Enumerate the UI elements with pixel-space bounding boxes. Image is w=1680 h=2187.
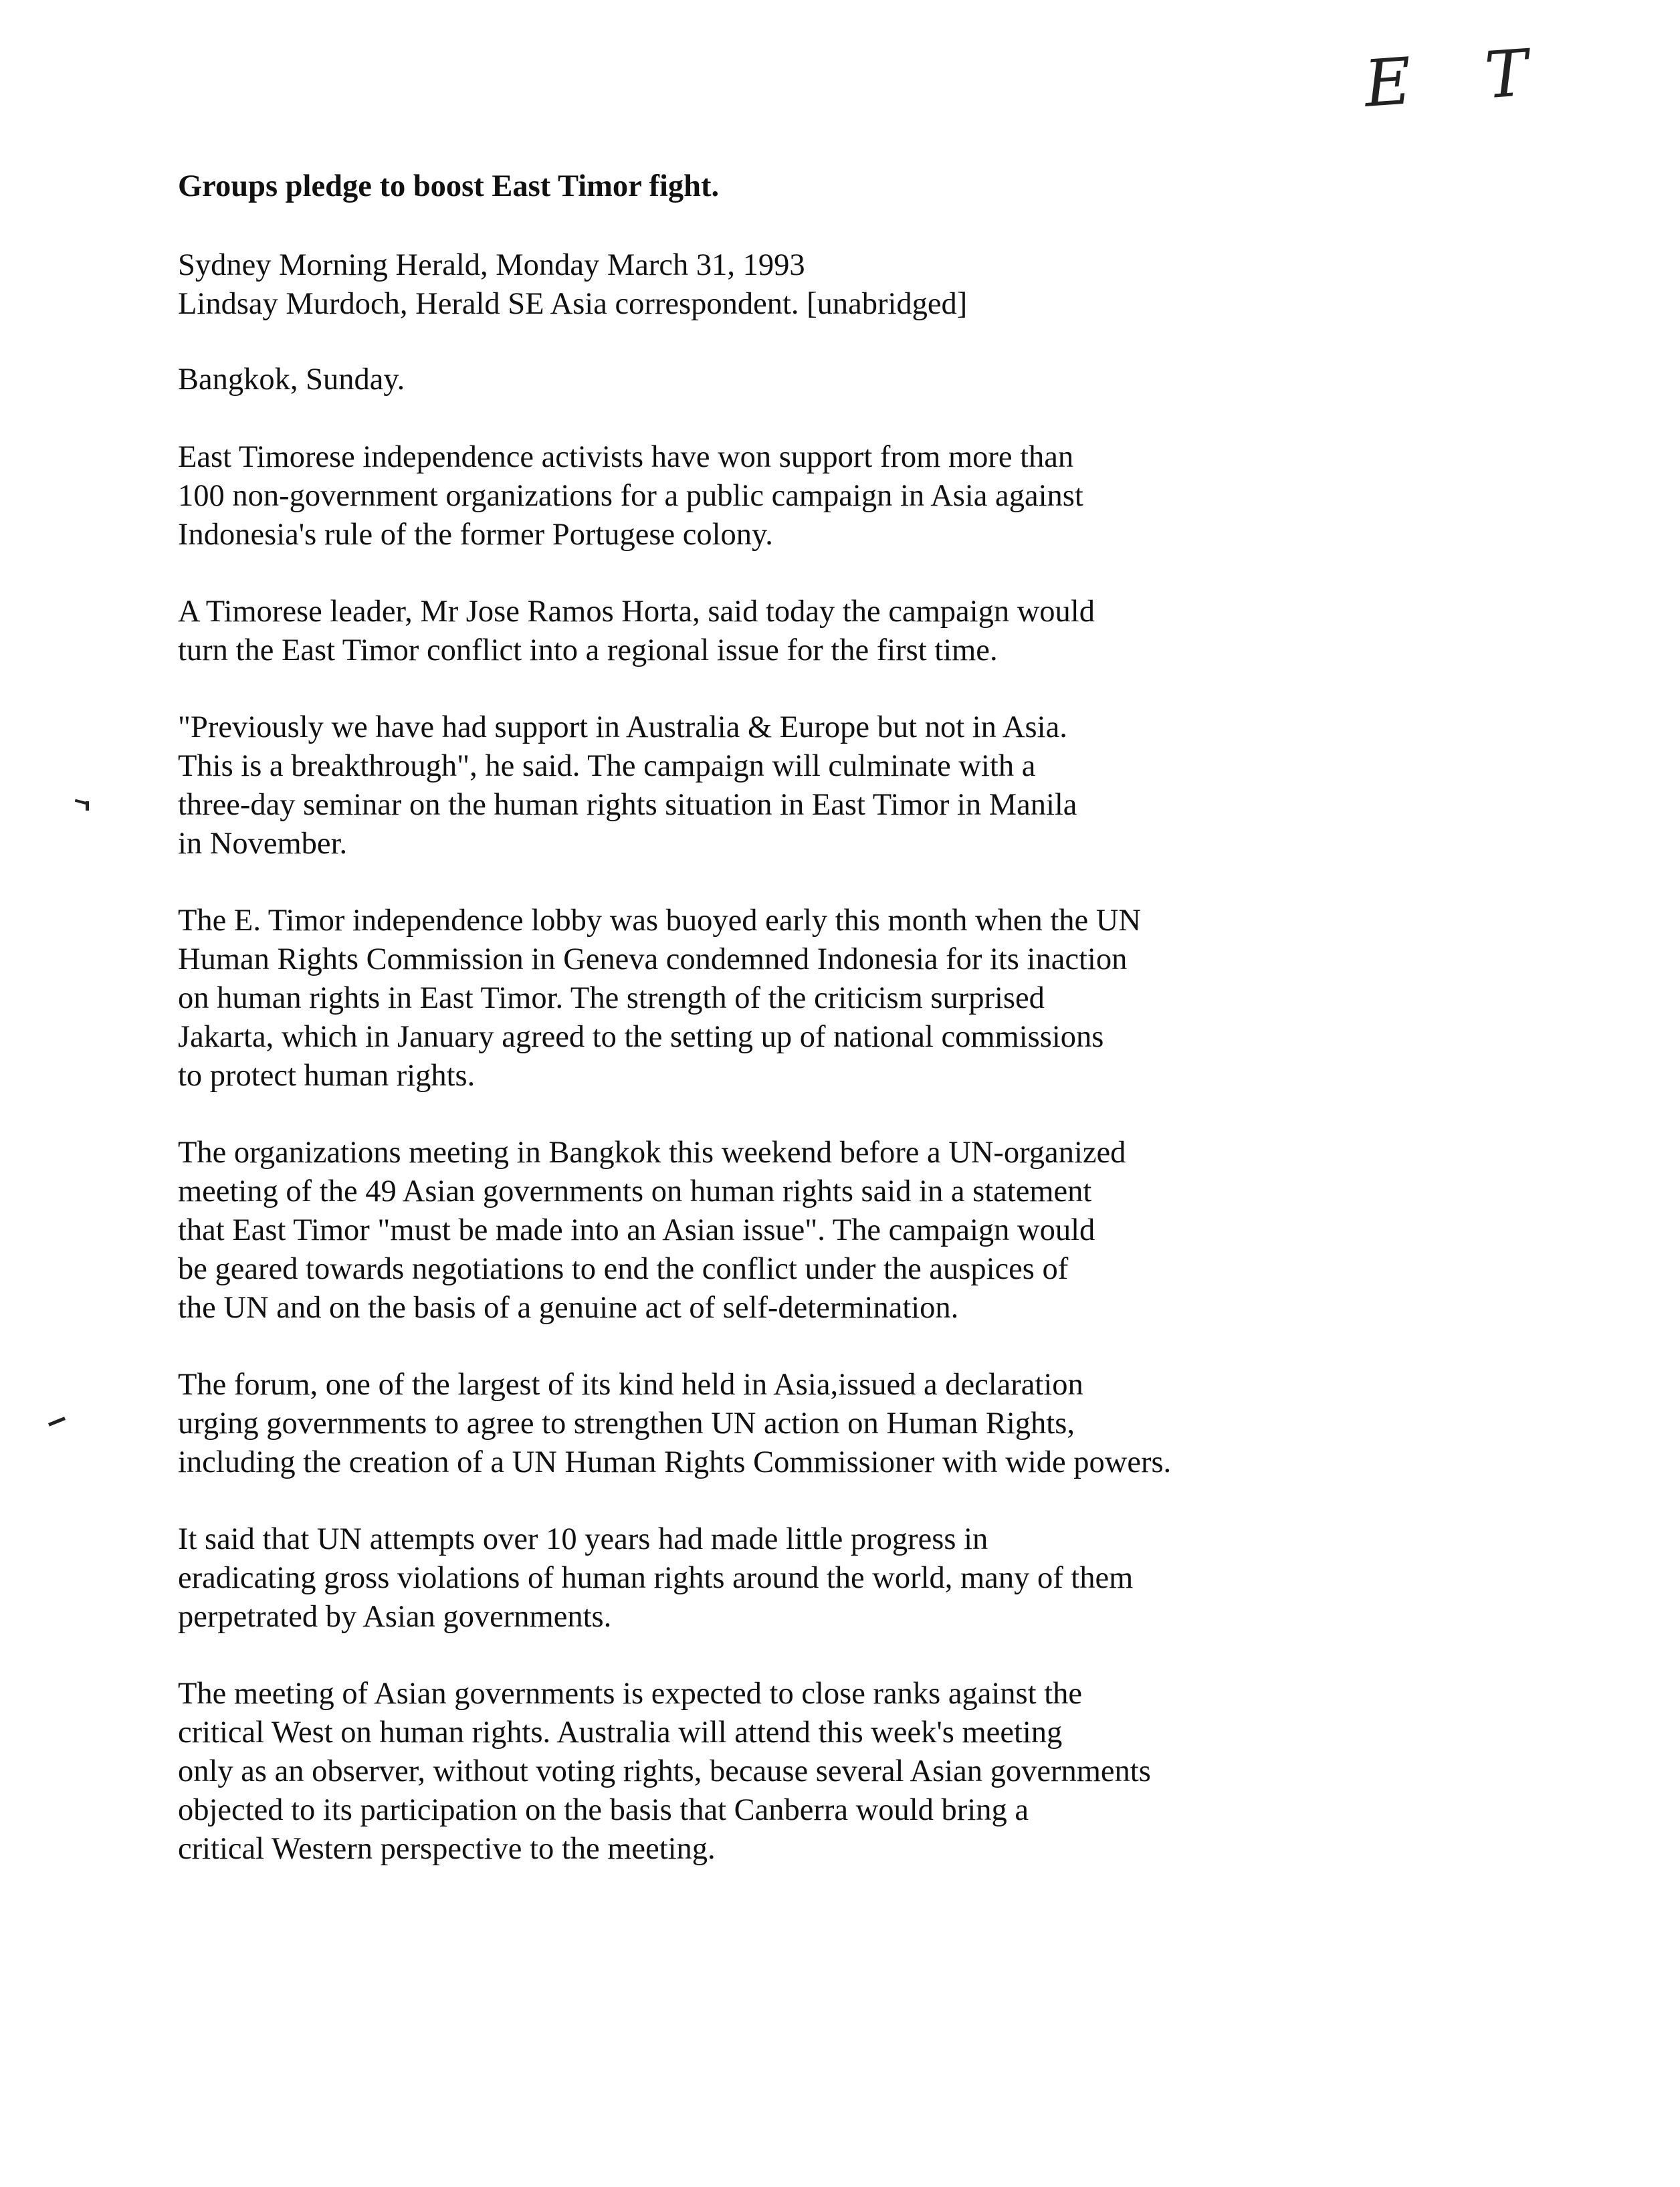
text-line: East Timorese independence activists have won support from more than: [178, 440, 1074, 474]
margin-mark: [48, 1417, 66, 1426]
text-line: only as an observer, without voting rights, because several Asian governments: [178, 1754, 1151, 1788]
article-body: [178, 438, 1301, 1869]
margin-mark: [86, 801, 89, 811]
text-line: The forum, one of the largest of its kind held in Asia,issued a declaration: [178, 1368, 1083, 1402]
text-line: on human rights in East Timor. The strength of the criticism surprised: [178, 981, 1045, 1015]
text-line: be geared towards negotiations to end the conflict under the auspices of: [178, 1252, 1069, 1286]
article-headline: Groups pledge to boost East Timor fight.: [178, 169, 720, 203]
byline-author: Lindsay Murdoch, Herald SE Asia correspondent. [unabridged]: [178, 287, 968, 321]
text-line: Indonesia's rule of the former Portugese colony.: [178, 518, 773, 552]
text-line: Jakarta, which in January agreed to the setting up of national commissions: [178, 1020, 1104, 1054]
text-line: Human Rights Commission in Geneva condemned Indonesia for its inaction: [178, 942, 1128, 976]
text-line: that East Timor "must be made into an Asian issue". The campaign would: [178, 1213, 1095, 1247]
text-line: The meeting of Asian governments is expected to close ranks against the: [178, 1677, 1082, 1711]
text-line: three-day seminar on the human rights situation in East Timor in Manila: [178, 788, 1077, 822]
paragraph: [178, 1675, 1301, 1869]
text-line: The organizations meeting in Bangkok this weekend before a UN-organized: [178, 1136, 1126, 1170]
byline-source: Sydney Morning Herald, Monday March 31, 1993: [178, 248, 805, 282]
article-byline: [178, 246, 1301, 324]
text-line: objected to its participation on the basis that Canberra would bring a: [178, 1793, 1029, 1827]
paragraph: [178, 593, 1301, 670]
text-line: in November.: [178, 827, 348, 861]
text-line: perpetrated by Asian governments.: [178, 1600, 612, 1634]
handwritten-annotation: E T: [1362, 33, 1558, 122]
text-line: 100 non-government organizations for a public campaign in Asia against: [178, 479, 1083, 513]
paragraph: [178, 902, 1301, 1096]
text-line: "Previously we have had support in Australia & Europe but not in Asia.: [178, 710, 1067, 744]
text-line: meeting of the 49 Asian governments on human rights said in a statement: [178, 1174, 1092, 1209]
article-dateline: Bangkok, Sunday.: [178, 362, 405, 397]
text-line: turn the East Timor conflict into a regional issue for the first time.: [178, 633, 998, 667]
text-line: The E. Timor independence lobby was buoyed early this month when the UN: [178, 904, 1141, 938]
text-line: critical West on human rights. Australia will attend this week's meeting: [178, 1715, 1063, 1750]
paragraph: [178, 1520, 1301, 1637]
text-line: This is a breakthrough", he said. The campaign will culminate with a: [178, 749, 1036, 783]
paragraph: [178, 1366, 1301, 1482]
paragraph: [178, 708, 1301, 863]
paragraph: [178, 1134, 1301, 1328]
text-line: A Timorese leader, Mr Jose Ramos Horta, said today the campaign would: [178, 595, 1095, 629]
text-line: critical Western perspective to the meeting.: [178, 1832, 716, 1866]
paragraph: [178, 438, 1301, 554]
text-line: to protect human rights.: [178, 1059, 476, 1093]
article: [178, 167, 1301, 1907]
text-line: eradicating gross violations of human rights around the world, many of them: [178, 1561, 1134, 1595]
text-line: the UN and on the basis of a genuine act of self-determination.: [178, 1291, 959, 1325]
text-line: urging governments to agree to strengthen UN action on Human Rights,: [178, 1407, 1075, 1441]
text-line: including the creation of a UN Human Rights Commissioner with wide powers.: [178, 1445, 1172, 1479]
text-line: It said that UN attempts over 10 years had made little progress in: [178, 1522, 988, 1556]
